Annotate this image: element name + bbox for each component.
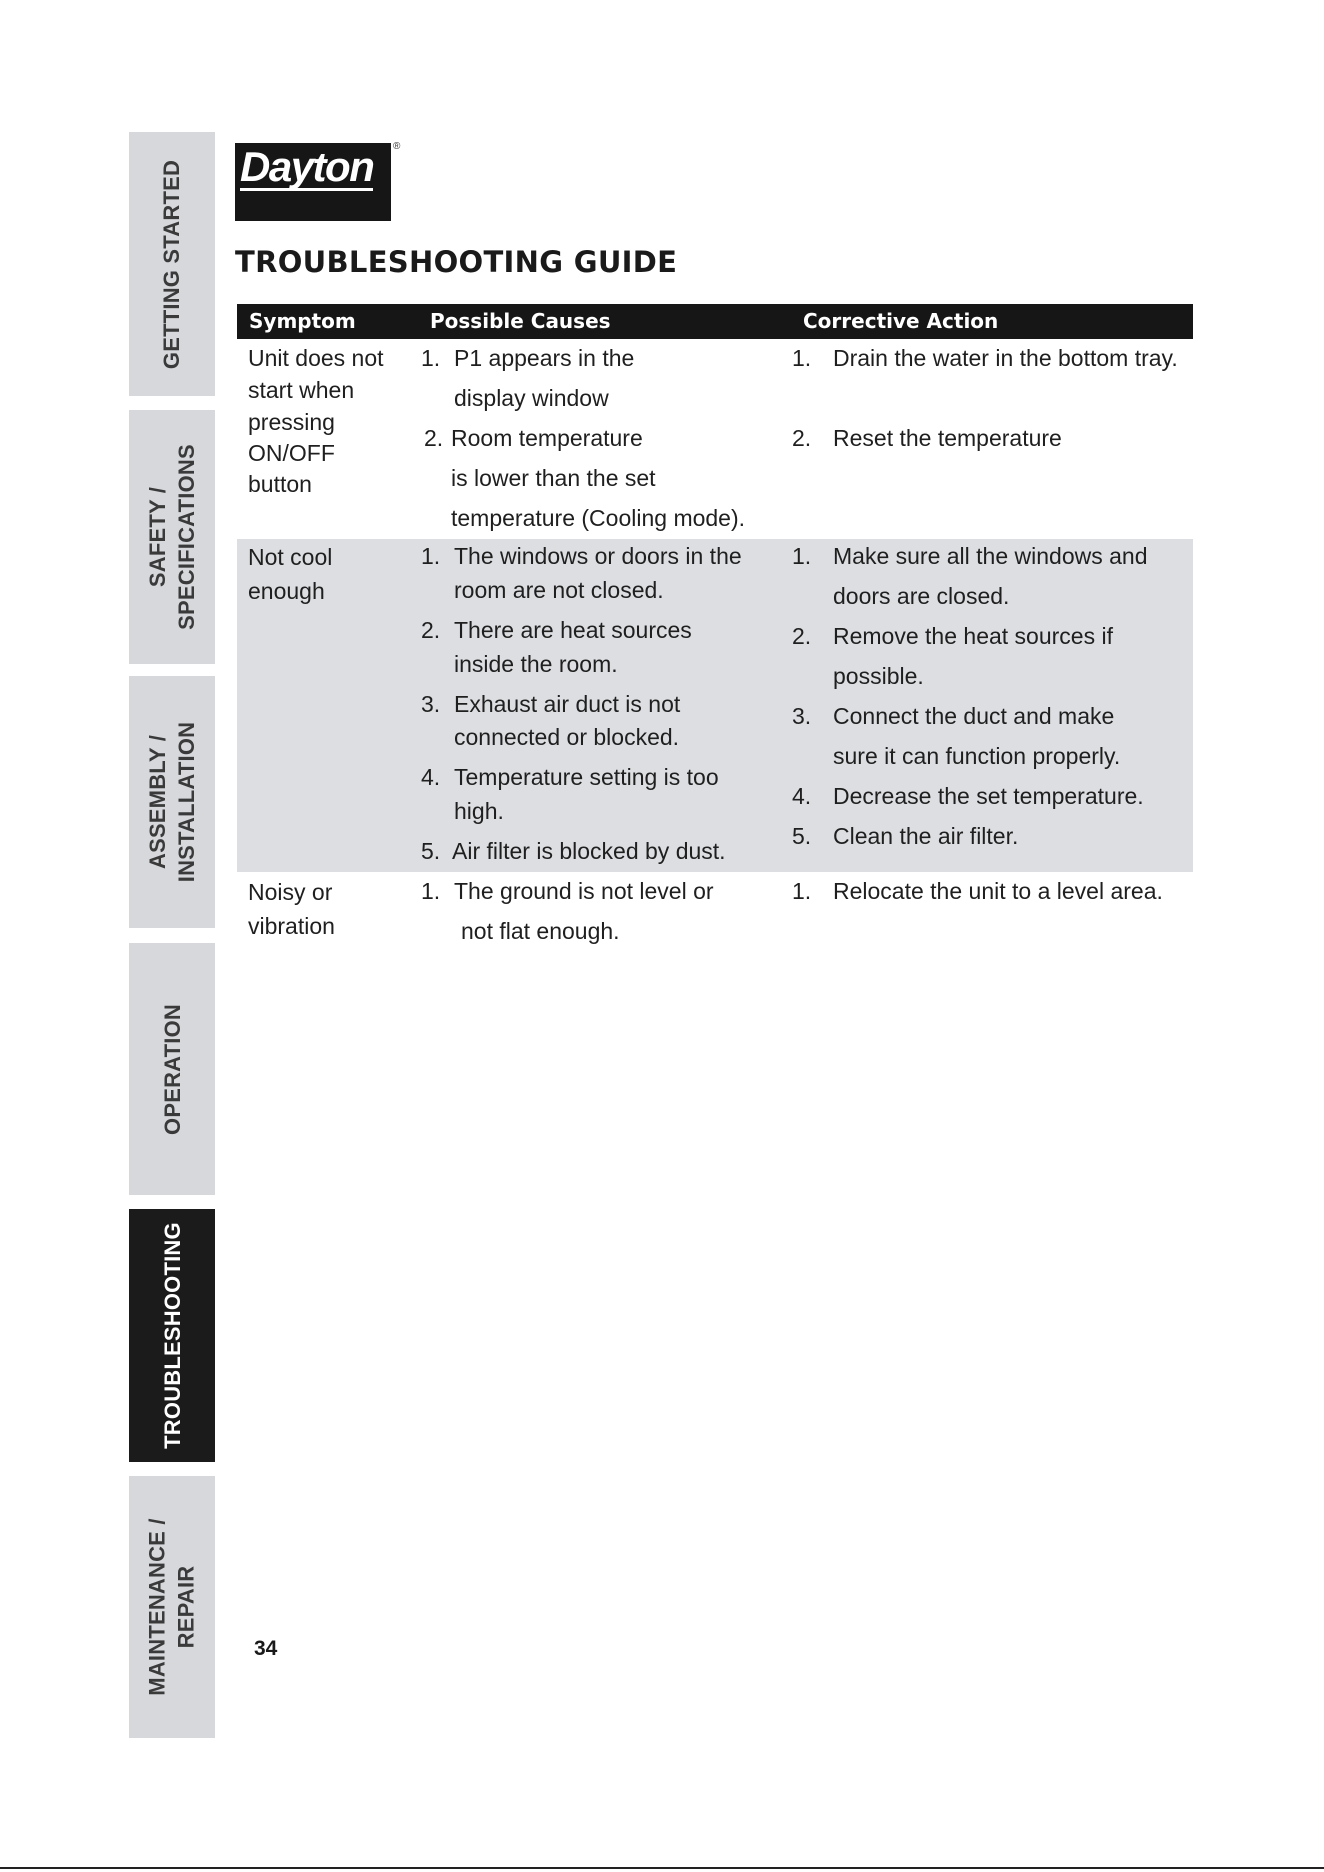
cause-number: 1. bbox=[421, 543, 441, 569]
side-tab-operation[interactable] bbox=[129, 943, 215, 1195]
side-tab-label: INSTALLATION bbox=[174, 721, 200, 883]
header-possible-causes: Possible Causes bbox=[430, 309, 611, 333]
cause-text: The windows or doors in the bbox=[454, 543, 742, 569]
symptom-line: vibration bbox=[248, 913, 335, 939]
action-number: 1. bbox=[792, 878, 812, 904]
action-number: 4. bbox=[792, 783, 812, 809]
action-text: Decrease the set temperature. bbox=[833, 783, 1144, 809]
cause-number: 1. bbox=[421, 878, 441, 904]
side-tab-label: SAFETY / bbox=[145, 486, 170, 588]
side-tab-label: SPECIFICATIONS bbox=[174, 444, 199, 630]
side-tab-label: MAINTENANCE / bbox=[145, 1518, 171, 1696]
cause-text: The ground is not level or bbox=[454, 878, 714, 904]
page-title: TROUBLESHOOTING GUIDE bbox=[235, 245, 678, 279]
side-tab-label: ASSEMBLY / bbox=[145, 734, 171, 870]
action-text: Relocate the unit to a level area. bbox=[833, 878, 1163, 904]
symptom-line: enough bbox=[248, 578, 325, 604]
cause-text: P1 appears in the bbox=[454, 345, 635, 371]
side-tab-safety-specifications[interactable] bbox=[129, 410, 215, 664]
cause-text: not flat enough. bbox=[461, 918, 620, 944]
cause-number: 2. bbox=[421, 617, 441, 643]
cause-number: 4. bbox=[421, 764, 441, 790]
action-number: 2. bbox=[792, 623, 812, 649]
page-number: 34 bbox=[254, 1637, 278, 1660]
header-symptom: Symptom bbox=[249, 309, 356, 333]
symptom-line: Unit does not bbox=[248, 345, 384, 371]
cause-number: 3. bbox=[421, 691, 441, 717]
symptom-line: pressing bbox=[248, 409, 335, 435]
symptom-line: button bbox=[248, 471, 312, 497]
action-text: Clean the air filter. bbox=[833, 823, 1019, 849]
action-text: Drain the water in the bottom tray. bbox=[833, 345, 1178, 371]
cause-text: room are not closed. bbox=[454, 577, 664, 603]
cause-text: There are heat sources bbox=[454, 617, 692, 643]
cause-text: Exhaust air duct is not bbox=[454, 691, 681, 717]
action-text: Connect the duct and make bbox=[833, 703, 1115, 729]
brand-logo-text: Dayton bbox=[240, 143, 374, 190]
table-header bbox=[237, 304, 1193, 339]
cause-text: Room temperature bbox=[451, 425, 643, 451]
symptom-line: Not cool bbox=[248, 544, 333, 570]
cause-text: Air filter is blocked by dust. bbox=[452, 838, 726, 864]
cause-number: 1. bbox=[421, 345, 441, 371]
cause-text: is lower than the set bbox=[451, 465, 656, 491]
bottom-divider bbox=[0, 1867, 1324, 1869]
header-corrective-action: Corrective Action bbox=[803, 309, 999, 333]
action-text: doors are closed. bbox=[833, 583, 1010, 609]
cause-text: high. bbox=[454, 798, 504, 824]
symptom-line: Noisy or bbox=[248, 879, 333, 905]
registered-mark: ® bbox=[393, 141, 401, 152]
cause-text: display window bbox=[454, 385, 609, 411]
side-tab-getting-started[interactable] bbox=[129, 132, 215, 396]
side-tab-label: TROUBLESHOOTING bbox=[159, 1222, 185, 1449]
action-number: 1. bbox=[792, 543, 812, 569]
cause-text: temperature (Cooling mode). bbox=[451, 505, 746, 531]
brand-logo bbox=[235, 143, 391, 221]
symptom-line: start when bbox=[248, 377, 355, 403]
cause-text: inside the room. bbox=[454, 651, 618, 677]
side-tab-maintenance-repair[interactable] bbox=[129, 1476, 215, 1738]
side-tab-label: REPAIR bbox=[174, 1565, 200, 1649]
action-number: 1. bbox=[792, 345, 812, 371]
side-tab-label: GETTING STARTED bbox=[159, 159, 185, 369]
cause-number: 5. bbox=[421, 838, 441, 864]
action-number: 3. bbox=[792, 703, 812, 729]
action-number: 2. bbox=[792, 425, 812, 451]
cause-text: Temperature setting is too bbox=[454, 764, 719, 790]
cause-text: connected or blocked. bbox=[454, 724, 680, 750]
symptom-line: ON/OFF bbox=[248, 440, 335, 466]
side-tab-label: OPERATION bbox=[159, 1003, 185, 1135]
action-text: sure it can function properly. bbox=[833, 743, 1121, 769]
action-text: Reset the temperature bbox=[833, 425, 1062, 451]
side-tab-assembly-installation[interactable] bbox=[129, 676, 215, 928]
action-text: possible. bbox=[833, 663, 924, 689]
action-number: 5. bbox=[792, 823, 812, 849]
side-tab-troubleshooting[interactable] bbox=[129, 1209, 215, 1462]
action-text: Make sure all the windows and bbox=[833, 543, 1148, 569]
cause-number: 2. bbox=[424, 425, 444, 451]
action-text: Remove the heat sources if bbox=[833, 623, 1113, 649]
